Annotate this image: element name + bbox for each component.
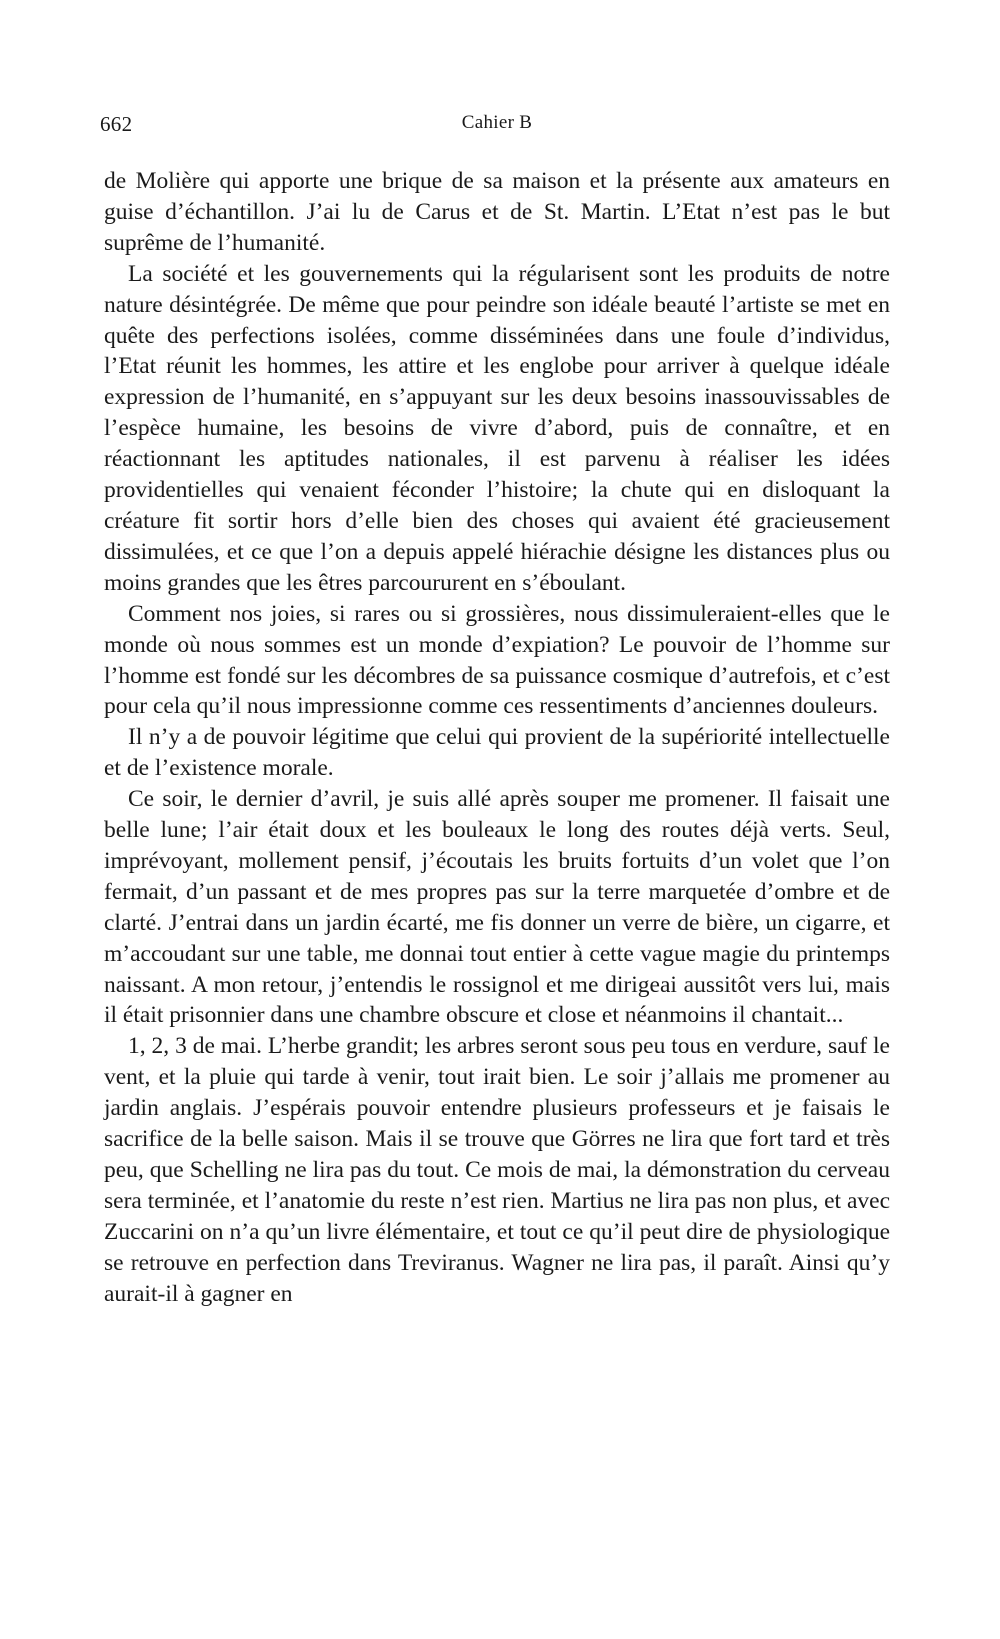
paragraph: Il n’y a de pouvoir légitime que celui qui provient de la supériorité intellectuelle et de l’existence morale. bbox=[104, 724, 890, 782]
book-page bbox=[100, 108, 890, 1310]
paragraph: Ce soir, le dernier d’avril, je suis allé après souper me promener. Il faisait une belle lune; l’air était doux et les bouleaux le long des routes déjà verts. Seul, imprévoyant, mollement pensif, j’écoutais les bruits fortuits d’un volet que l’on fermait, d’un passant et de mes propres pas sur la terre marquetée d’ombre et de clarté. J’entrai dans un jardin écarté, me fis donner un verre de bière, un cigarre, et m’accoudant sur une table, me donnai tout entier à cette vague magie du printemps naissant. A mon retour, j’entendis le rossignol et me dirigeai aussitôt vers lui, mais il était prisonnier dans une chambre obscure et close et néanmoins il chantait... bbox=[104, 786, 890, 1029]
running-head bbox=[100, 108, 890, 148]
page-number: 662 bbox=[100, 112, 133, 136]
paragraph: 1, 2, 3 de mai. L’herbe grandit; les arbres seront sous peu tous en verdure, sauf le vent, et la pluie qui tarde à venir, tout irait bien. Le soir j’allais me promener au jardin anglais. J’espérais pouvoir entendre plusieurs professeurs et je faisais le sacrifice de la belle saison. Mais il se trouve que Görres ne lira que fort tard et très peu, que Schelling ne lira pas du tout. Ce mois de mai, la démonstration du cerveau sera terminée, et l’anatomie du reste n’est rien. Martius ne lira pas non plus, et avec Zuccarini on n’a qu’un livre élémentaire, et tout ce qu’il peut dire de physiologique se retrouve en perfection dans Treviranus. Wagner ne lira pas, il paraît. Ainsi qu’y aurait-il à gagner en bbox=[104, 1033, 890, 1307]
paragraph: La société et les gouvernements qui la régularisent sont les produits de notre nature désintégrée. De même que pour peindre son idéale beauté l’artiste se met en quête des perfections isolées, comme disséminées dans une foule d’individus, l’Etat réunit les hommes, les attire et les englobe pour arriver à quelque idéale expression de l’humanité, en s’appuyant sur les deux besoins inassouvissables de l’espèce humaine, les besoins de vivre d’abord, puis de connaître, et en réactionnant les aptitudes nationales, il est parvenu à réaliser les idées providentielles qui venaient féconder l’histoire; la chute qui en disloquant la créature fit sortir hors d’elle bien des choses qui avaient été gracieusement dissimulées, et ce que l’on a depuis appelé hiérachie désigne les distances plus ou moins grandes que les êtres parcoururent en s’éboulant. bbox=[104, 260, 890, 596]
paragraph: de Molière qui apporte une brique de sa maison et la présente aux amateurs en guise d’échantillon. J’ai lu de Carus et de St. Martin. L’Etat n’est pas le but suprême de l’humanité. bbox=[104, 168, 890, 256]
body-text bbox=[104, 166, 890, 1310]
paragraph: Comment nos joies, si rares ou si grossières, nous dissimuleraient-elles que le monde où nous sommes est un monde d’expiation? Le pouvoir de l’homme sur l’homme est fondé sur les décombres de sa puissance cosmique d’autrefois, et c’est pour cela qu’il nous impressionne comme ces ressentiments d’anciennes douleurs. bbox=[104, 600, 890, 720]
running-title: Cahier B bbox=[461, 112, 533, 133]
